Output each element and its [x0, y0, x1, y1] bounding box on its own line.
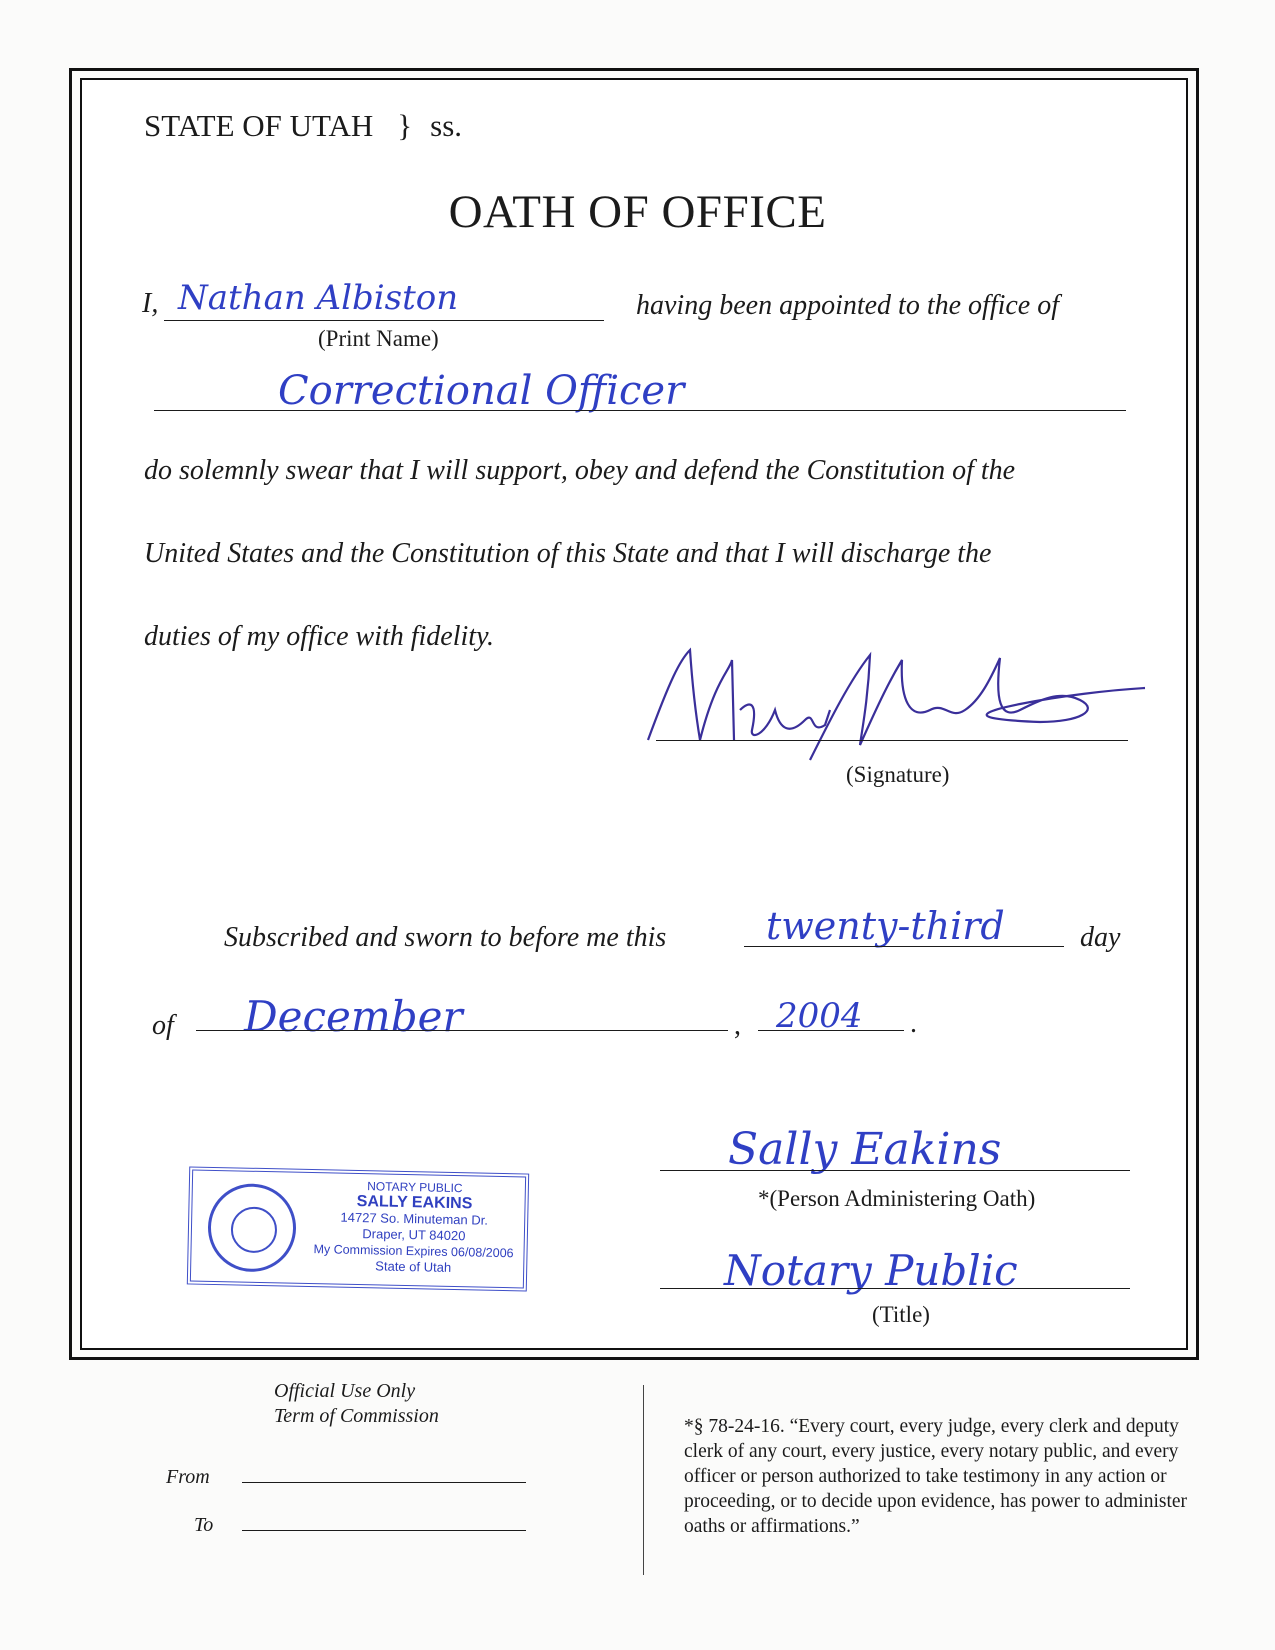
stamp-line: 14727 So. Minuteman Dr.: [340, 1209, 489, 1228]
print-name-caption: (Print Name): [318, 326, 439, 351]
oath-prefix: I,: [142, 288, 159, 319]
stamp-line: SALLY EAKINS: [356, 1192, 473, 1213]
administrator-caption: *(Person Administering Oath): [758, 1186, 1036, 1211]
year-line: [758, 1030, 904, 1031]
signature-drawing: [640, 640, 1160, 770]
handwritten-day: twenty-third: [766, 904, 1005, 948]
title-caption: (Title): [872, 1302, 930, 1327]
month-line: [196, 1030, 728, 1031]
term-of-commission-heading: Term of Commission: [274, 1405, 439, 1427]
official-use-heading: Official Use Only: [274, 1380, 416, 1402]
from-line: [242, 1482, 526, 1483]
year-period: .: [910, 1008, 917, 1039]
oath-line-3: duties of my office with fidelity.: [144, 621, 494, 652]
to-label: To: [194, 1514, 214, 1536]
stamp-line: Draper, UT 84020: [362, 1226, 466, 1244]
signature-line: [656, 740, 1128, 741]
venue-heading: [144, 108, 462, 144]
stamp-line: State of Utah: [375, 1258, 452, 1275]
stamp-line: NOTARY PUBLIC: [367, 1179, 463, 1196]
state-name: STATE OF UTAH: [144, 108, 374, 143]
handwritten-title: Notary Public: [724, 1246, 1018, 1295]
footer-divider: [643, 1385, 644, 1575]
handwritten-office: Correctional Officer: [278, 368, 685, 414]
day-line: [744, 946, 1064, 947]
oath-line-2: United States and the Constitution of this State and that I will discharge the: [144, 538, 992, 569]
month-comma: ,: [734, 1010, 741, 1041]
signature-caption: (Signature): [846, 762, 950, 787]
handwritten-month: December: [244, 992, 463, 1041]
appointed-text: having been appointed to the office of: [636, 290, 1060, 321]
statute-footnote: *§ 78-24-16. “Every court, every judge, every clerk and deputy clerk of any court, every justice, every notary public, and every officer or person authorized to take testimony in any action or proceeding, or to decide upon evidence, has power to administer oaths or affirmations.”: [684, 1416, 1188, 1537]
handwritten-administrator: Sally Eakins: [728, 1124, 1002, 1175]
scilicet-abbrev: ss.: [430, 108, 463, 143]
name-line: [164, 320, 604, 321]
notary-stamp: [187, 1166, 529, 1291]
of-label: of: [152, 1010, 174, 1041]
handwritten-year: 2004: [776, 996, 863, 1036]
to-line: [242, 1530, 526, 1531]
document-title: OATH OF OFFICE: [448, 186, 827, 238]
administrator-line: [660, 1170, 1130, 1171]
handwritten-name: Nathan Albiston: [178, 278, 459, 318]
oath-line-1: do solemnly swear that I will support, obey and defend the Constitution of the: [144, 455, 1016, 486]
stamp-line: My Commission Expires 06/08/2006: [313, 1242, 514, 1261]
sworn-text: Subscribed and sworn to before me this: [224, 922, 667, 953]
office-line: [154, 410, 1126, 411]
stamp-text: [303, 1177, 525, 1278]
from-label: From: [166, 1466, 210, 1488]
venue-brace: }: [397, 108, 413, 143]
title-line: [660, 1288, 1130, 1289]
day-label: day: [1080, 922, 1121, 953]
state-seal-icon: [207, 1183, 297, 1273]
seal-text: [211, 1222, 293, 1224]
